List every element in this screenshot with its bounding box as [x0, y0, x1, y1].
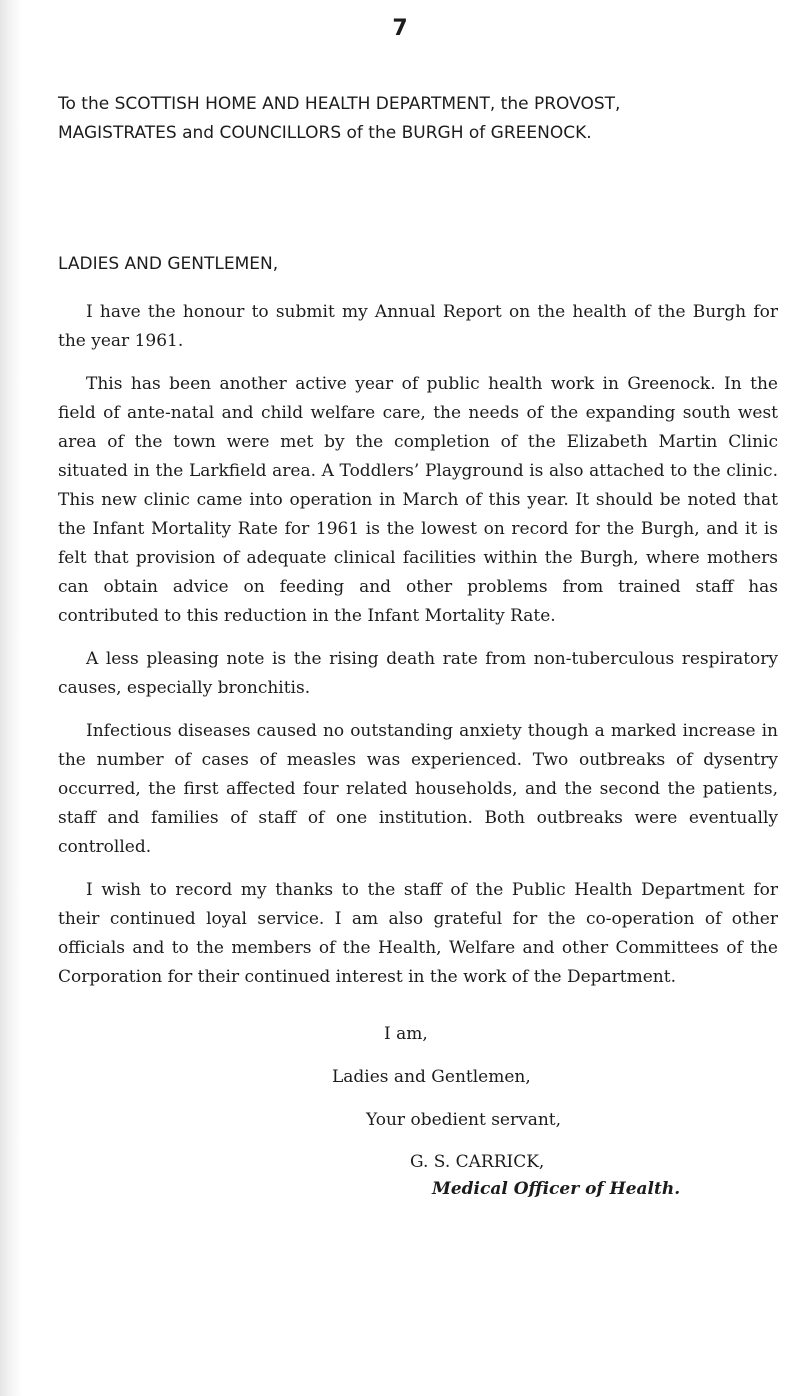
signature-name: G. S. CARRICK,	[410, 1152, 545, 1172]
closing-i-am: I am,	[384, 1024, 428, 1044]
salutation: LADIES AND GENTLEMEN,	[58, 254, 279, 274]
report-paragraphs	[58, 298, 778, 1006]
paragraph-infectious: Infectious diseases caused no outstanding anxiety though a marked increase in the number of cases of measles was experienced. Two outbreaks of dysentry occurred, the first affected four related households, and the second the patients, staff and families of staff of one institution. Both outbreaks were eventually controlled.	[58, 721, 778, 857]
paragraph-respiratory: A less pleasing note is the rising death rate from non-tuberculous respiratory causes, especially bronchitis.	[58, 649, 778, 698]
letter-body	[58, 90, 778, 1199]
closing-servant: Your obedient servant,	[366, 1110, 562, 1130]
closing-greeting: Ladies and Gentlemen,	[332, 1067, 531, 1087]
address-block	[58, 90, 778, 148]
paragraph-activity: This has been another active year of public health work in Greenock. In the field of ante-natal and child welfare care, the needs of the expanding south west area of the town were met by the completion of the Elizabeth Martin Clinic situated in the Larkfield area. A Toddlers’ Playground is also attached to the clinic. This new clinic came into operation in March of this year. It should be noted that the Infant Mortality Rate for 1961 is the lowest on record for the Burgh, and it is felt that provision of adequate clinical facilities within the Burgh, where mothers can obtain advice on feeding and other problems from trained staff has contributed to this reduction in the Infant Mortality Rate.	[58, 374, 778, 626]
page-number: 7	[392, 16, 408, 41]
page-edge-shadow	[0, 0, 22, 1396]
address-line-2: MAGISTRATES and COUNCILLORS of the BURGH of GREENOCK.	[58, 123, 592, 143]
address-line-1: To the SCOTTISH HOME AND HEALTH DEPARTMENT, the PROVOST,	[58, 94, 621, 114]
paragraph-thanks: I wish to record my thanks to the staff of the Public Health Department for their continued loyal service. I am also grateful for the co-operation of other officials and to the members of the Health, Welfare and other Committees of the Corporation for their continued interest in the work of the Department.	[58, 880, 778, 987]
paragraph-intro: I have the honour to submit my Annual Report on the health of the Burgh for the year 1961.	[58, 302, 778, 351]
signature-title: Medical Officer of Health.	[432, 1179, 681, 1199]
